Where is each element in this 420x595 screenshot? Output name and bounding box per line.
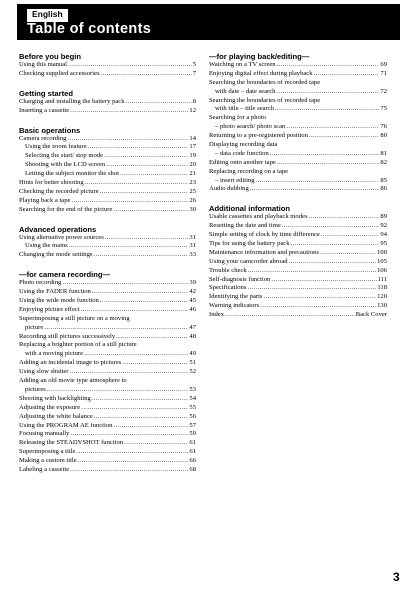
toc-entry[interactable] bbox=[19, 333, 196, 342]
toc-entry[interactable] bbox=[19, 350, 196, 359]
toc-entry[interactable] bbox=[19, 439, 196, 448]
toc-entry-page: 85 bbox=[380, 176, 387, 184]
toc-entry-text: with date – date search bbox=[215, 87, 276, 95]
toc-entry[interactable] bbox=[19, 135, 196, 144]
toc-entry-text: Inserting a cassette bbox=[19, 106, 70, 114]
dot-leader bbox=[92, 395, 189, 402]
toc-entry-text: Specifications bbox=[209, 284, 247, 292]
dot-leader bbox=[76, 448, 188, 455]
dot-leader bbox=[122, 359, 188, 366]
toc-entry-page: 54 bbox=[189, 394, 196, 402]
dot-leader bbox=[113, 206, 188, 213]
toc-entry[interactable] bbox=[19, 152, 196, 161]
dot-leader bbox=[94, 413, 189, 420]
dot-leader bbox=[256, 177, 380, 184]
toc-entry-text: Shooting with backlighting bbox=[19, 394, 91, 402]
toc-entry-text: pictures bbox=[25, 385, 46, 393]
toc-entry[interactable] bbox=[209, 79, 387, 88]
toc-entry-text: Shooting with the LCD screen bbox=[25, 161, 106, 169]
toc-entry-text: Making a custom title bbox=[19, 457, 77, 465]
toc-entry-page: 5 bbox=[192, 61, 196, 68]
toc-section bbox=[19, 270, 196, 475]
toc-entry-text: – data code function bbox=[215, 149, 269, 157]
toc-entry-page: 23 bbox=[189, 179, 196, 187]
toc-entry-page: 111 bbox=[377, 275, 387, 283]
toc-entry-page: Back Cover bbox=[355, 311, 387, 319]
dot-leader bbox=[104, 152, 188, 159]
toc-entry-text: Checking the recorded picture bbox=[19, 187, 99, 195]
toc-entry-text: Superimposing a still picture on a moving bbox=[19, 314, 130, 322]
toc-entry-text: Recording still pictures successively bbox=[19, 332, 116, 340]
dot-leader bbox=[124, 439, 188, 446]
toc-entry-page: 72 bbox=[380, 87, 387, 95]
toc-entry[interactable] bbox=[209, 249, 387, 258]
toc-section bbox=[19, 52, 196, 79]
toc-entry-page: 12 bbox=[189, 106, 196, 114]
dot-leader bbox=[320, 249, 376, 256]
dot-leader bbox=[81, 306, 189, 313]
toc-entry-page: 53 bbox=[189, 385, 196, 393]
toc-entry-text: Editing onto another tape bbox=[209, 158, 276, 166]
toc-entry-text: Hints for better shooting bbox=[19, 179, 84, 187]
toc-entry-page: 14 bbox=[189, 134, 196, 142]
toc-entry-page: 86 bbox=[380, 185, 387, 193]
toc-entry-page: 25 bbox=[189, 187, 196, 195]
toc-entry-text: Searching the boundaries of recorded tape bbox=[209, 96, 321, 104]
dot-leader bbox=[291, 240, 380, 247]
toc-entry-page: 51 bbox=[189, 359, 196, 367]
toc-entry-text: Focusing manually bbox=[19, 430, 70, 438]
toc-entry-text: Camera recording bbox=[19, 134, 67, 142]
toc-entry-page: 106 bbox=[377, 266, 387, 274]
dot-leader bbox=[81, 404, 188, 411]
toc-entry-page: 57 bbox=[189, 421, 196, 429]
toc-entry-text: Returning to a pre-registered position bbox=[209, 132, 308, 140]
toc-entry[interactable] bbox=[19, 368, 196, 377]
toc-entry-page: 45 bbox=[189, 297, 196, 305]
toc-entry-text: Tips for using the battery pack bbox=[209, 240, 290, 248]
dot-leader bbox=[100, 188, 189, 195]
toc-entry[interactable] bbox=[209, 177, 387, 186]
toc-entry-page: 30 bbox=[189, 205, 196, 213]
toc-entry-text: Releasing the STEADYSHOT function bbox=[19, 439, 124, 447]
toc-entry-text: with title – title search bbox=[215, 105, 274, 113]
toc-entry-page: 61 bbox=[189, 448, 196, 456]
toc-entry[interactable] bbox=[19, 466, 196, 475]
toc-entry-page: 76 bbox=[380, 123, 387, 131]
toc-entry-text: Using the mains bbox=[25, 242, 68, 250]
toc-entry-text: Warning indicators bbox=[209, 302, 260, 310]
dot-leader bbox=[248, 267, 376, 274]
toc-entry-page: 118 bbox=[377, 284, 387, 292]
dot-leader bbox=[116, 333, 188, 340]
toc-entry[interactable] bbox=[19, 206, 196, 215]
toc-entry-page: 120 bbox=[377, 293, 387, 301]
toc-entry-page: 61 bbox=[189, 439, 196, 447]
toc-entry-text: Adjusting the white balance bbox=[19, 412, 93, 420]
toc-entry-text: Labeling a cassette bbox=[19, 465, 70, 473]
dot-leader bbox=[100, 297, 189, 304]
dot-leader bbox=[44, 324, 188, 331]
toc-entry-page: 100 bbox=[377, 248, 387, 256]
toc-section bbox=[209, 52, 387, 194]
toc-entry-text: Adding an old movie type atmosphere to bbox=[19, 377, 127, 385]
toc-entry-text: Using slow shutter bbox=[19, 368, 69, 376]
toc-entry[interactable] bbox=[209, 159, 387, 168]
toc-entry-text: Using the zoom feature bbox=[25, 143, 87, 151]
toc-entry[interactable] bbox=[19, 315, 196, 324]
toc-entry[interactable] bbox=[209, 311, 387, 320]
dot-leader bbox=[277, 61, 380, 68]
toc-entry[interactable] bbox=[19, 107, 196, 116]
toc-entry[interactable] bbox=[19, 448, 196, 457]
toc-entry-text: Trouble check bbox=[209, 266, 247, 274]
toc-entry[interactable] bbox=[19, 188, 196, 197]
dot-leader bbox=[88, 143, 189, 150]
toc-entry-text: Resetting the date and time bbox=[209, 222, 281, 230]
dot-leader bbox=[309, 213, 380, 220]
toc-entry-text: Changing the mode settings bbox=[19, 251, 93, 259]
dot-leader bbox=[101, 70, 192, 77]
toc-entry-text: Identifying the parts bbox=[209, 293, 263, 301]
toc-entry-page: 66 bbox=[189, 457, 196, 465]
toc-entry-text: Letting the subject monitor the shot bbox=[25, 170, 119, 178]
toc-entry-text: Using your camcorder abroad bbox=[209, 257, 288, 265]
toc-entry[interactable] bbox=[209, 168, 387, 177]
toc-entry[interactable] bbox=[19, 297, 196, 306]
dot-leader bbox=[69, 242, 189, 249]
toc-entry-text: Enjoying digital effect during playback bbox=[209, 69, 313, 77]
toc-entry[interactable] bbox=[209, 70, 387, 79]
toc-entry[interactable] bbox=[19, 143, 196, 152]
toc-entry[interactable] bbox=[19, 324, 196, 333]
toc-entry-page: 81 bbox=[380, 149, 387, 157]
toc-entry-page: 33 bbox=[189, 251, 196, 259]
toc-entry-text: Enjoying picture effect bbox=[19, 305, 80, 313]
dot-leader bbox=[120, 170, 188, 177]
toc-entry-page: 17 bbox=[189, 143, 196, 151]
toc-right-column bbox=[209, 52, 387, 330]
toc-entry-text: Searching for a photo bbox=[209, 114, 266, 122]
toc-entry[interactable] bbox=[19, 161, 196, 170]
dot-leader bbox=[84, 350, 188, 357]
toc-entry[interactable] bbox=[209, 141, 387, 150]
dot-leader bbox=[277, 159, 380, 166]
dot-leader bbox=[68, 61, 192, 68]
dot-leader bbox=[93, 251, 188, 258]
toc-entry[interactable] bbox=[209, 231, 387, 240]
toc-entry[interactable] bbox=[19, 98, 196, 107]
toc-entry[interactable] bbox=[19, 234, 196, 243]
dot-leader bbox=[62, 279, 188, 286]
dot-leader bbox=[67, 135, 188, 142]
toc-entry-page: 47 bbox=[189, 323, 196, 331]
toc-entry-page: 130 bbox=[377, 302, 387, 310]
toc-left-column bbox=[19, 52, 196, 485]
toc-entry[interactable] bbox=[209, 276, 387, 285]
toc-entry-text: Selecting the start/ stop mode bbox=[25, 152, 104, 160]
toc-entry-page: 21 bbox=[189, 170, 196, 178]
toc-entry-page: 8 bbox=[192, 97, 196, 105]
toc-entry-text: Checking supplied accessories bbox=[19, 69, 100, 77]
toc-entry[interactable] bbox=[19, 251, 196, 260]
section-heading: —for playing back/editing— bbox=[209, 52, 310, 61]
toc-entry[interactable] bbox=[209, 185, 387, 194]
dot-leader bbox=[85, 179, 189, 186]
toc-entry-text: Searching the boundaries of recorded tape bbox=[209, 78, 321, 86]
toc-entry[interactable] bbox=[19, 457, 196, 466]
toc-entry-text: Self-diagnosis function bbox=[209, 275, 271, 283]
toc-entry[interactable] bbox=[209, 61, 387, 70]
toc-entry-page: 69 bbox=[380, 61, 387, 68]
toc-entry[interactable] bbox=[19, 395, 196, 404]
toc-entry-text: Superimposing a title bbox=[19, 448, 76, 456]
toc-entry[interactable] bbox=[19, 242, 196, 251]
dot-leader bbox=[250, 185, 380, 192]
toc-entry-page: 89 bbox=[380, 213, 387, 221]
toc-entry-text: Audio dubbing bbox=[209, 185, 249, 193]
section-heading: —for camera recording— bbox=[19, 270, 111, 280]
toc-entry-page: 92 bbox=[380, 222, 387, 230]
toc-entry[interactable] bbox=[19, 430, 196, 439]
toc-entry-text: with a moving picture bbox=[25, 350, 84, 358]
toc-section bbox=[209, 204, 387, 320]
toc-entry[interactable] bbox=[19, 422, 196, 431]
toc-entry-page: 48 bbox=[189, 332, 196, 340]
toc-entry-text: Searching for the end of the picture bbox=[19, 205, 113, 213]
toc-entry-page: 46 bbox=[189, 305, 196, 313]
toc-entry[interactable] bbox=[209, 222, 387, 231]
section-heading: Getting started bbox=[19, 88, 74, 98]
toc-entry-text: – insert editing bbox=[215, 176, 255, 184]
dot-leader bbox=[260, 302, 376, 309]
toc-entry[interactable] bbox=[19, 377, 196, 386]
section-heading: Additional information bbox=[209, 204, 290, 214]
section-heading: Before you begin bbox=[19, 52, 82, 61]
dot-leader bbox=[271, 276, 376, 283]
toc-entry-text: Photo recording bbox=[19, 279, 62, 287]
toc-entry-page: 71 bbox=[380, 69, 387, 77]
toc-entry-text: Watching on a TV screen bbox=[209, 61, 276, 68]
dot-leader bbox=[309, 132, 380, 139]
toc-entry[interactable] bbox=[19, 179, 196, 188]
toc-entry-page: 31 bbox=[189, 233, 196, 241]
toc-entry[interactable] bbox=[19, 404, 196, 413]
toc-entry-text: Charging and installing the battery pack bbox=[19, 97, 125, 105]
toc-entry-page: 56 bbox=[189, 412, 196, 420]
dot-leader bbox=[263, 293, 376, 300]
toc-entry-text: Adding an incidental image to pictures bbox=[19, 359, 122, 367]
toc-entry-page: 75 bbox=[380, 105, 387, 113]
dot-leader bbox=[71, 197, 188, 204]
toc-entry-page: 39 bbox=[189, 279, 196, 287]
dot-leader bbox=[92, 288, 189, 295]
toc-entry-page: 19 bbox=[189, 152, 196, 160]
dot-leader bbox=[225, 311, 355, 318]
toc-entry[interactable] bbox=[209, 88, 387, 97]
toc-section bbox=[19, 225, 196, 261]
toc-entry[interactable] bbox=[209, 114, 387, 123]
toc-entry-page: 94 bbox=[380, 231, 387, 239]
toc-entry[interactable] bbox=[19, 170, 196, 179]
toc-entry-page: 42 bbox=[189, 288, 196, 296]
dot-leader bbox=[276, 88, 379, 95]
toc-entry-page: 52 bbox=[189, 368, 196, 376]
toc-entry-text: Displaying recording data bbox=[209, 141, 278, 149]
dot-leader bbox=[70, 466, 188, 473]
toc-entry[interactable] bbox=[209, 258, 387, 267]
dot-leader bbox=[321, 231, 380, 238]
toc-entry[interactable] bbox=[209, 240, 387, 249]
toc-entry-page: 95 bbox=[380, 240, 387, 248]
toc-entry-text: Index bbox=[209, 311, 225, 319]
dot-leader bbox=[247, 284, 376, 291]
toc-entry-page: 59 bbox=[189, 430, 196, 438]
toc-entry[interactable] bbox=[19, 288, 196, 297]
toc-section bbox=[19, 126, 196, 215]
toc-entry-text: Using this manual bbox=[19, 61, 67, 68]
dot-leader bbox=[314, 70, 380, 77]
toc-entry[interactable] bbox=[209, 132, 387, 141]
dot-leader bbox=[282, 222, 380, 229]
toc-entry[interactable] bbox=[19, 386, 196, 395]
language-tab: English bbox=[26, 8, 69, 23]
toc-entry-page: 55 bbox=[189, 403, 196, 411]
toc-entry-text: Using the wide mode function bbox=[19, 297, 99, 305]
toc-entry-page: 26 bbox=[189, 196, 196, 204]
dot-leader bbox=[47, 386, 189, 393]
dot-leader bbox=[70, 107, 188, 114]
toc-entry-page: 20 bbox=[189, 161, 196, 169]
dot-leader bbox=[78, 457, 189, 464]
toc-entry-text: Replacing a brighter portion of a still picture bbox=[19, 341, 137, 349]
toc-entry[interactable] bbox=[19, 413, 196, 422]
toc-entry-page: 105 bbox=[377, 257, 387, 265]
toc-entry-text: Using the PROGRAM AE function bbox=[19, 421, 113, 429]
toc-entry-page: 80 bbox=[380, 132, 387, 140]
toc-entry[interactable] bbox=[19, 61, 196, 70]
page-title: Table of contents bbox=[27, 21, 152, 37]
toc-entry-page: 49 bbox=[189, 350, 196, 358]
toc-entry[interactable] bbox=[209, 105, 387, 114]
page-number: 3 bbox=[393, 570, 400, 584]
toc-entry-page: 31 bbox=[189, 242, 196, 250]
toc-entry-text: Using alternative power sources bbox=[19, 233, 104, 241]
dot-leader bbox=[275, 105, 379, 112]
section-heading: Basic operations bbox=[19, 125, 81, 135]
toc-entry[interactable] bbox=[209, 284, 387, 293]
toc-entry-text: Simple setting of clock by time difference bbox=[209, 231, 320, 239]
dot-leader bbox=[105, 234, 189, 241]
toc-entry[interactable] bbox=[209, 302, 387, 311]
toc-entry-text: Using the FADER function bbox=[19, 288, 91, 296]
toc-entry-text: Replacing recording on a tape bbox=[209, 167, 289, 175]
toc-entry-text: picture bbox=[25, 323, 44, 331]
dot-leader bbox=[270, 150, 380, 157]
toc-entry-text: Maintenance information and precautions bbox=[209, 248, 320, 256]
toc-entry[interactable] bbox=[209, 213, 387, 222]
dot-leader bbox=[126, 98, 192, 105]
toc-entry[interactable] bbox=[209, 267, 387, 276]
toc-entry[interactable] bbox=[19, 341, 196, 350]
dot-leader bbox=[106, 161, 188, 168]
dot-leader bbox=[289, 258, 377, 265]
toc-entry-page: 7 bbox=[192, 69, 196, 77]
toc-entry[interactable] bbox=[19, 359, 196, 368]
toc-entry-page: 82 bbox=[380, 158, 387, 166]
toc-section bbox=[19, 89, 196, 116]
dot-leader bbox=[69, 368, 188, 375]
toc-entry-text: Usable cassettes and playback modes bbox=[209, 213, 308, 221]
toc-entry[interactable] bbox=[209, 293, 387, 302]
toc-entry[interactable] bbox=[19, 306, 196, 315]
toc-entry-text: Adjusting the exposure bbox=[19, 403, 81, 411]
dot-leader bbox=[113, 422, 188, 429]
dot-leader bbox=[70, 430, 188, 437]
toc-entry[interactable] bbox=[19, 279, 196, 288]
toc-entry[interactable] bbox=[209, 97, 387, 106]
section-heading: Advanced operations bbox=[19, 224, 97, 234]
toc-entry-text: – photo search/ photo scan bbox=[215, 123, 286, 131]
toc-entry[interactable] bbox=[19, 197, 196, 206]
toc-entry[interactable] bbox=[209, 150, 387, 159]
toc-entry[interactable] bbox=[209, 123, 387, 132]
toc-entry-page: 68 bbox=[189, 465, 196, 473]
dot-leader bbox=[286, 123, 379, 130]
toc-entry-text: Playing back a tape bbox=[19, 196, 71, 204]
toc-entry[interactable] bbox=[19, 70, 196, 79]
